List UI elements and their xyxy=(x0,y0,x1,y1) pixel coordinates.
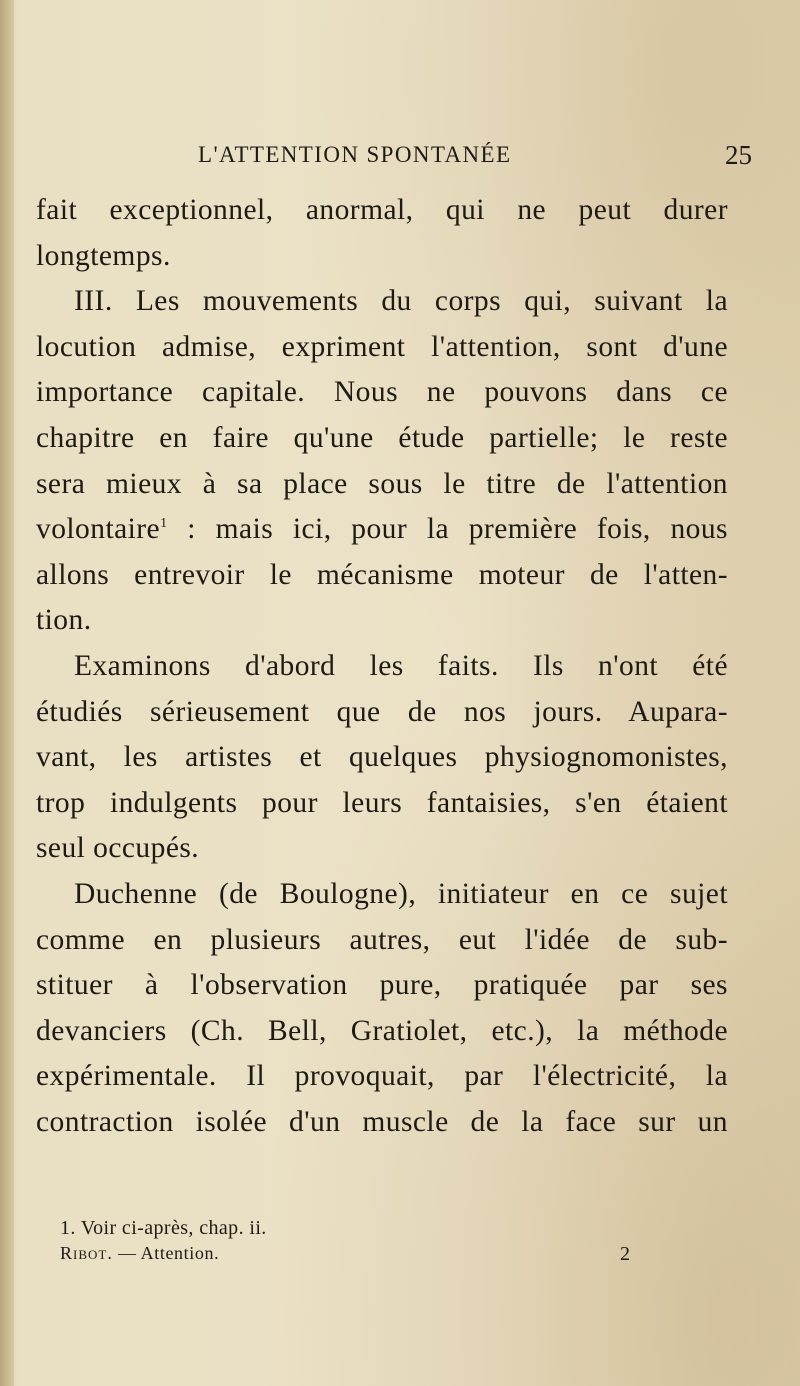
paragraph-4 xyxy=(36,872,728,1146)
paragraph-3 xyxy=(36,644,728,872)
running-header xyxy=(0,140,800,174)
paragraph-1 xyxy=(36,188,728,279)
running-title: L'ATTENTION SPONTANÉE xyxy=(198,142,512,167)
text-line: comme en plusieurs autres, eut l'idée de sub- xyxy=(36,923,728,956)
text-line: longtemps. xyxy=(36,239,171,272)
printer-signature xyxy=(60,1243,700,1273)
text-line: expérimentale. Il provoquait, par l'électricité, la xyxy=(36,1060,728,1093)
signature-left xyxy=(60,1243,219,1264)
text-fragment: : mais ici, pour la première fois, nous xyxy=(187,513,728,546)
signature-sheet-number: 2 xyxy=(620,1243,631,1265)
text-line: seul occupés. xyxy=(36,832,200,865)
footnote-marker[interactable]: 1 xyxy=(160,516,168,532)
text-line: devanciers (Ch. Bell, Gratiolet, etc.), la méthode xyxy=(36,1014,728,1047)
text-line: III. Les mouvements du corps qui, suivant la xyxy=(74,285,728,318)
signature-title: Attention. xyxy=(140,1243,220,1263)
text-line: trop indulgents pour leurs fantaisies, s'en étaient xyxy=(36,786,728,819)
signature-separator: — xyxy=(117,1243,137,1263)
text-line xyxy=(36,507,728,553)
text-line: locution admise, expriment l'attention, sont d'une xyxy=(36,330,728,363)
text-line: sera mieux à sa place sous le titre de l'attention xyxy=(36,467,728,500)
text-line: contraction isolée d'un muscle de la face sur un xyxy=(36,1105,728,1138)
signature-author: Ribot. xyxy=(60,1243,113,1263)
footnote-1: 1. Voir ci-après, chap. ii. xyxy=(60,1217,267,1239)
text-line: étudiés sérieusement que de nos jours. Aupara- xyxy=(36,695,728,728)
text-line: Duchenne (de Boulogne), initiateur en ce sujet xyxy=(74,877,728,910)
text-line: stituer à l'observation pure, pratiquée par ses xyxy=(36,969,728,1002)
text-line: fait exceptionnel, anormal, qui ne peut durer xyxy=(36,194,728,226)
body-text xyxy=(36,188,728,1145)
text-line: Examinons d'abord les faits. Ils n'ont été xyxy=(74,649,728,682)
page-number: 25 xyxy=(725,140,752,170)
text-fragment: volontaire xyxy=(36,513,161,546)
footnotes xyxy=(60,1213,710,1243)
text-line: allons entrevoir le mécanisme moteur de l'atten- xyxy=(36,558,728,591)
text-line: chapitre en faire qu'une étude partielle; le reste xyxy=(36,421,728,454)
page-gutter xyxy=(0,0,14,1386)
text-line: importance capitale. Nous ne pouvons dans ce xyxy=(36,376,728,409)
text-line: tion. xyxy=(36,604,92,637)
paragraph-2 xyxy=(36,279,728,644)
text-line: vant, les artistes et quelques physiognomonistes, xyxy=(36,741,728,774)
